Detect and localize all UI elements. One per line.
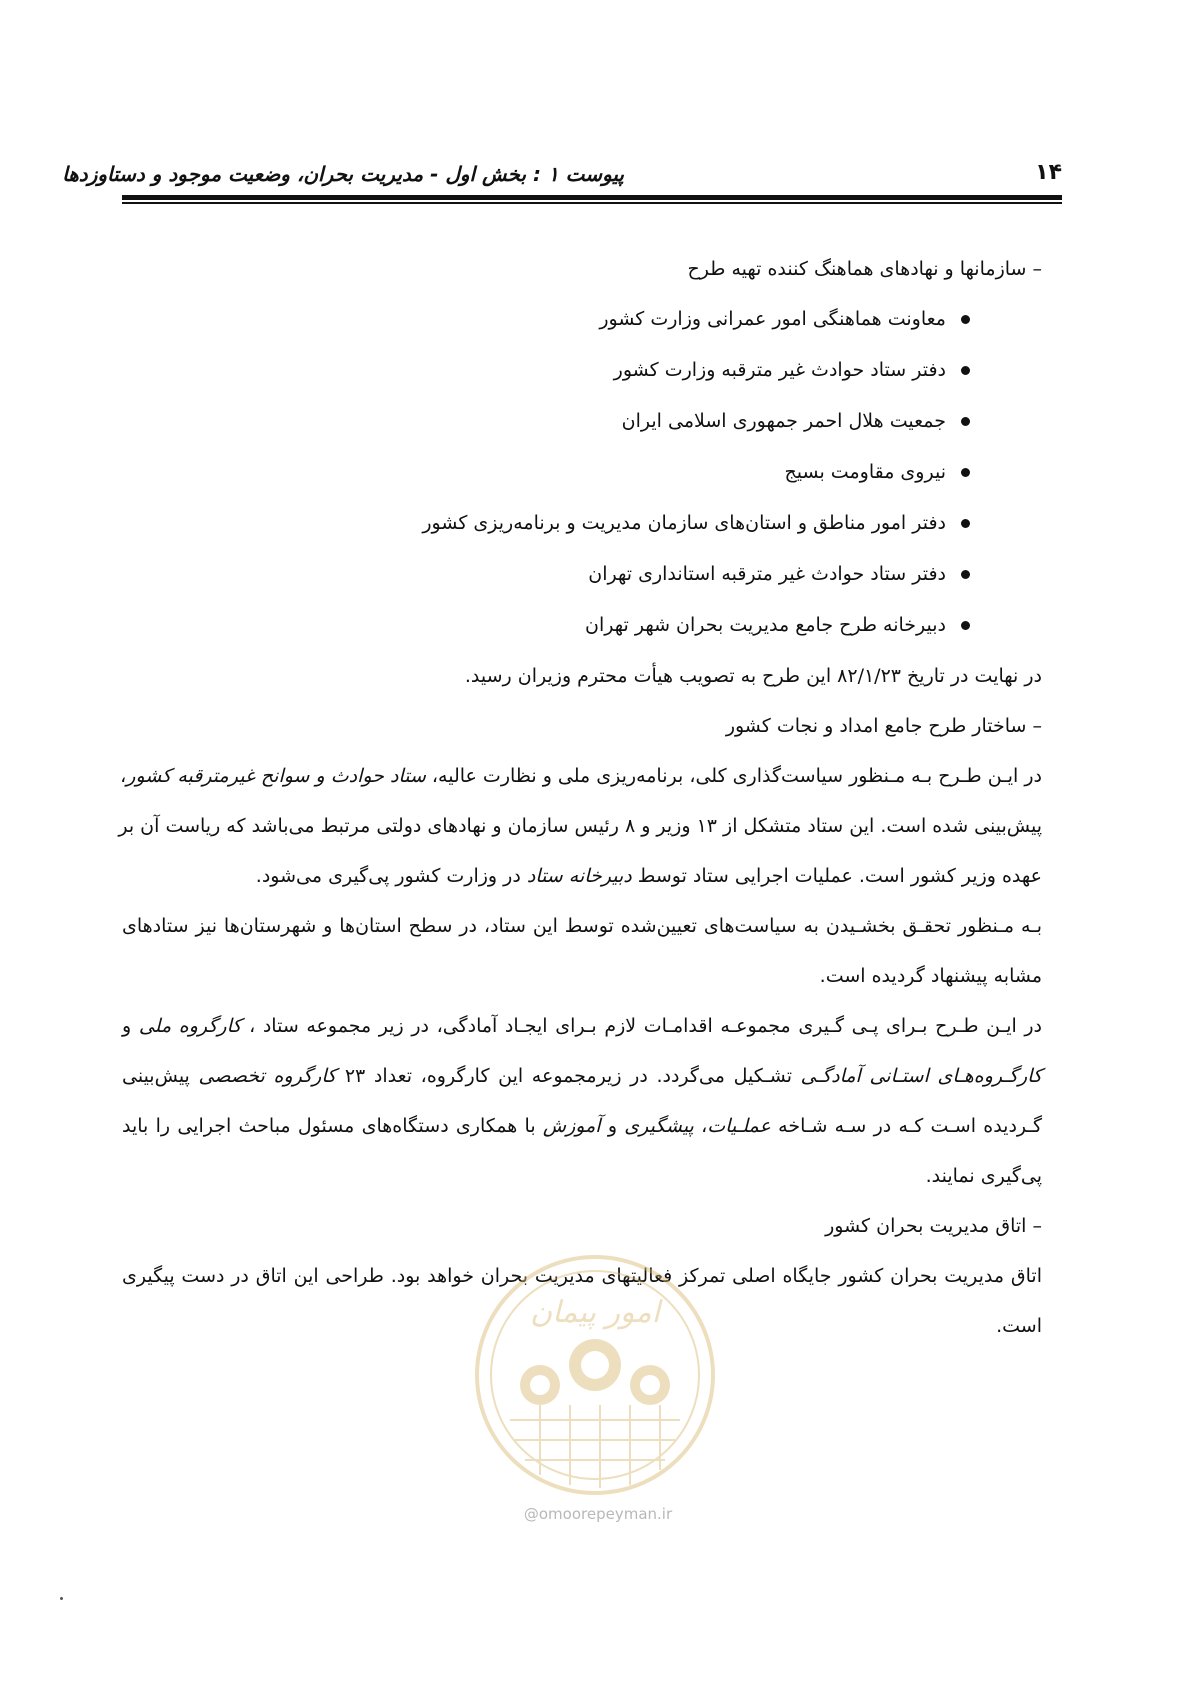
list-item: جمعیت هلال احمر جمهوری اسلامی ایران: [122, 396, 1042, 447]
bullet-icon: [961, 417, 970, 426]
paragraph-line: پیش‌بینی شده است. این ستاد متشکل از ۱۳ وزیر و ۸ رئیس سازمان و نهادهای دولتی مرتبط می‌باشد که ریاست آن بر: [118, 815, 1042, 837]
section-heading-structure: – ساختار طرح جامع امداد و نجات کشور: [725, 715, 1042, 737]
emphasis-term: کارگروه تخصصی: [198, 1065, 337, 1087]
emphasis-term: ستاد حوادث و سوانح غیرمترقبه کشور: [126, 765, 426, 787]
approval-sentence: در نهایت در تاریخ ۸۲/۱/۲۳ این طرح به تصویب هیأت محترم وزیران رسید.: [464, 665, 1042, 687]
organizations-list: [122, 294, 1042, 651]
paragraph-structure-1: [118, 751, 1042, 901]
watermark-logo-text: امور پیمان: [530, 1295, 660, 1330]
watermark-logo: [470, 1250, 720, 1500]
paragraph-line: است.: [996, 1315, 1042, 1337]
header-rule-thin: [122, 202, 1062, 204]
paragraph-line: مشابه پیشنهاد گردیده است.: [819, 965, 1042, 987]
emphasis-term: عملـیات: [707, 1115, 771, 1137]
emphasis-term: کارگروه ملی: [138, 1015, 242, 1037]
bullet-icon: [961, 366, 970, 375]
bullet-icon: [961, 621, 970, 630]
bullet-icon: [961, 519, 970, 528]
list-item: معاونت هماهنگی امور عمرانی وزارت کشور: [122, 294, 1042, 345]
paragraph-line: کارگـروه‌هـای استـانی آمادگـی تشـکیل می‌گردد. در زیرمجموعه این کارگروه، تعداد ۲۳ کارگروه تخصصی پیش‌بینی: [122, 1065, 1043, 1087]
paragraph-line: عهده وزیر کشور است. عملیات اجرایی ستاد توسط دبیرخانه ستاد در وزارت کشور پی‌گیری می‌شود.: [255, 865, 1042, 887]
paragraph-line: بـه مـنظور تحقـق بخشـیدن به سیاست‌های تعیین‌شده توسط این ستاد، در سطح استان‌ها و شهرستان‌ها نیز ستادهای: [122, 915, 1042, 937]
paragraph-line: اتاق مدیریت بحران کشور جایگاه اصلی تمرکز فعالیتهای مدیریت بحران خواهد بود. طراحی این اتاق در دست پیگیری: [122, 1265, 1042, 1287]
page-body: [118, 244, 1043, 1351]
running-title: پیوست ۱ : بخش اول - مدیریت بحران، وضعیت موجود و دستاوزدها: [62, 162, 624, 186]
list-item: نیروی مقاومت بسیج: [122, 447, 1042, 498]
bullet-icon: [961, 468, 970, 477]
paragraph-line: گـردیده اسـت کـه در سـه شـاخه عملـیات، پیشگیری و آموزش با همکاری دستگاه‌های مسئول مباحث اجرایی را باید: [122, 1115, 1043, 1137]
emphasis-term: آموزش: [542, 1115, 601, 1137]
section-heading-organizations: – سازمانها و نهادهای هماهنگ کننده تهیه طرح: [687, 258, 1042, 280]
paragraph-structure-3: [122, 1001, 1042, 1201]
emphasis-term: دبیرخانه ستاد: [526, 865, 632, 887]
paragraph-line: پی‌گیری نمایند.: [925, 1165, 1042, 1187]
emphasis-term: کارگـروه‌هـای استـانی آمادگـی: [800, 1065, 1043, 1087]
list-item: دبیرخانه طرح جامع مدیریت بحران شهر تهران: [122, 600, 1042, 651]
section-heading-crisis-room: – اتاق مدیریت بحران کشور: [825, 1215, 1042, 1237]
bullet-icon: [961, 570, 970, 579]
scan-speck: [60, 1597, 63, 1600]
list-item: دفتر امور مناطق و استان‌های سازمان مدیریت و برنامه‌ریزی کشور: [122, 498, 1042, 549]
paragraph-line: در ایـن طـرح بـرای پـی گـیری مجموعـه اقدامـات لازم بـرای ایجـاد آمادگی، در زیر مجموعه ستاد ، کارگروه ملی و: [122, 1015, 1043, 1037]
bullet-icon: [961, 315, 970, 324]
list-item: دفتر ستاد حوادث غیر مترقبه استانداری تهران: [122, 549, 1042, 600]
header-rule-thick: [122, 195, 1062, 200]
emphasis-term: پیشگیری: [624, 1115, 694, 1137]
paragraph-line: در ایـن طـرح بـه مـنظور سیاست‌گذاری کلی، برنامه‌ریزی ملی و نظارت عالیه، ستاد حوادث و سوانح غیرمترقبه کشور،: [120, 765, 1042, 787]
paragraph-structure-2: [122, 901, 1042, 1001]
page-header: [62, 160, 1062, 196]
watermark-url: @omoorepeyman.ir: [523, 1505, 673, 1523]
list-item: دفتر ستاد حوادث غیر مترقبه وزارت کشور: [122, 345, 1042, 396]
page-number: ۱۴: [1035, 160, 1062, 185]
